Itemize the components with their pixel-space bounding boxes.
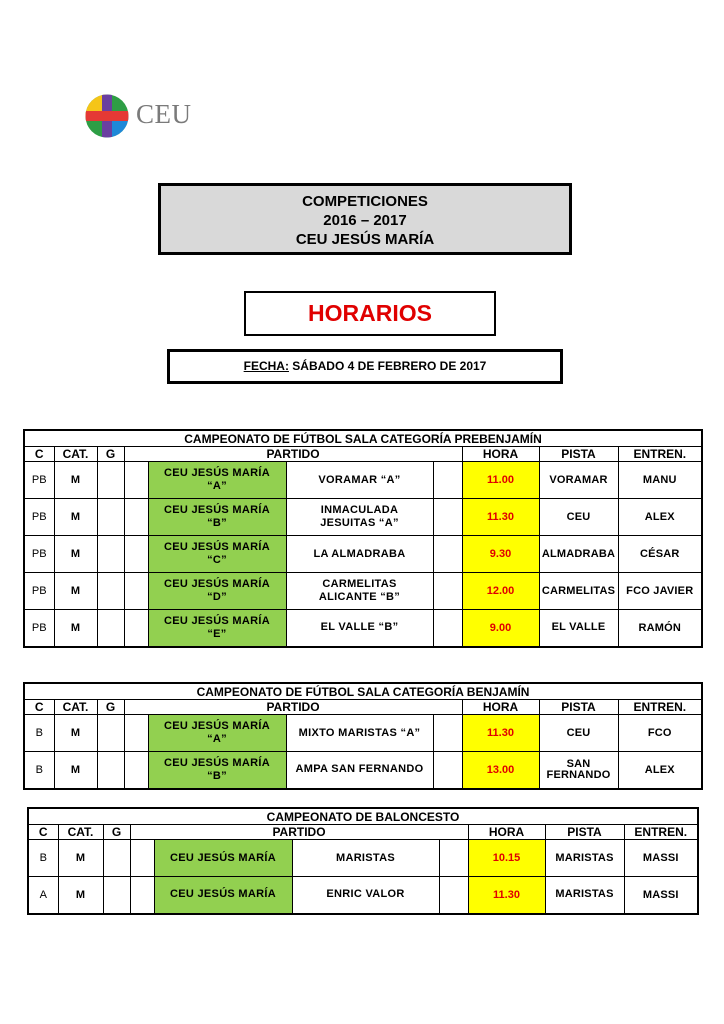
cell-blank [433, 610, 462, 647]
cell-blank [130, 877, 154, 914]
cell-c: PB [24, 536, 54, 573]
cell-team [148, 610, 286, 647]
header-hora: HORA [468, 825, 545, 840]
date-box [167, 349, 563, 384]
cell-cat: M [54, 462, 97, 499]
horarios-heading: HORARIOS [244, 291, 496, 336]
cell-pista [539, 752, 618, 789]
team-name: CEU JESÚS MARÍA [164, 614, 270, 627]
cell-hora: 11.30 [462, 715, 539, 752]
cell-entren: ALEX [618, 752, 702, 789]
cell-blank [433, 499, 462, 536]
pista-line-1: CARMELITAS [541, 584, 616, 597]
cell-hora: 10.15 [468, 840, 545, 877]
team-name: CEU JESÚS MARÍA [164, 578, 270, 590]
cell-entren: CÉSAR [618, 536, 702, 573]
cell-opponent [286, 462, 433, 499]
header-entren: ENTREN. [624, 825, 698, 840]
title-line-2: 2016 – 2017 [323, 212, 407, 229]
header-partido: PARTIDO [124, 700, 462, 715]
header-c: C [24, 700, 54, 715]
cell-blank [124, 610, 148, 647]
table-row [24, 610, 702, 647]
header-c: C [24, 447, 54, 462]
pista-line-1: MARISTAS [555, 888, 614, 901]
cell-g [103, 877, 130, 914]
cell-hora: 11.30 [468, 877, 545, 914]
header-pista: PISTA [539, 447, 618, 462]
table-row [24, 573, 702, 610]
cell-g [97, 610, 124, 647]
cell-blank [130, 840, 154, 877]
cell-pista [545, 877, 624, 914]
cell-g [97, 573, 124, 610]
schedule-table-prebenjamin [23, 429, 703, 648]
date-value: SÁBADO 4 DE FEBRERO DE 2017 [288, 359, 487, 373]
cell-team [148, 752, 286, 789]
opponent-line-2: ALICANTE “B” [318, 591, 401, 603]
team-letter: “A” [207, 733, 227, 745]
table-row [28, 877, 698, 914]
table-row [24, 752, 702, 789]
pista-line-1: EL VALLE [551, 621, 606, 634]
cell-hora: 11.00 [462, 462, 539, 499]
pista-line-1: ALMADRABA [541, 547, 616, 560]
cell-blank [124, 715, 148, 752]
cell-cat: M [54, 610, 97, 647]
cell-entren: FCO JAVIER [618, 573, 702, 610]
cell-entren: MASSI [624, 840, 698, 877]
team-name: CEU JESÚS MARÍA [164, 504, 270, 516]
cell-g [97, 462, 124, 499]
cell-pista [539, 536, 618, 573]
cell-c: B [24, 752, 54, 789]
header-partido: PARTIDO [130, 825, 468, 840]
cell-opponent [286, 610, 433, 647]
header-c: C [28, 825, 58, 840]
cell-hora: 9.30 [462, 536, 539, 573]
cell-g [97, 499, 124, 536]
cell-cat: M [54, 573, 97, 610]
pista-line-2: FERNANDO [546, 768, 611, 781]
team-name: CEU JESÚS MARÍA [170, 888, 276, 901]
cell-pista [545, 840, 624, 877]
header-cat: CAT. [54, 700, 97, 715]
opponent-line-2: JESUITAS “A” [320, 517, 399, 529]
pista-line-1: SAN [566, 757, 591, 770]
opponent-line-1: MARISTAS [335, 851, 396, 864]
opponent-line-1: AMPA SAN FERNANDO [295, 763, 424, 776]
header-g: G [97, 447, 124, 462]
title-line-1: COMPETICIONES [302, 193, 428, 210]
header-entren: ENTREN. [618, 447, 702, 462]
pista-line-1: VORAMAR [549, 473, 608, 486]
cell-entren: MASSI [624, 877, 698, 914]
cell-blank [124, 462, 148, 499]
title-line-3: CEU JESÚS MARÍA [295, 231, 435, 248]
team-letter: “E” [207, 627, 227, 640]
cell-hora: 12.00 [462, 573, 539, 610]
cell-pista [539, 499, 618, 536]
opponent-line-1: EL VALLE “B” [320, 621, 399, 634]
team-name: CEU JESÚS MARÍA [164, 720, 270, 732]
cell-blank [439, 840, 468, 877]
table-title: CAMPEONATO DE BALONCESTO [28, 808, 698, 825]
header-hora: HORA [462, 700, 539, 715]
table-row [24, 462, 702, 499]
team-letter: “C” [207, 554, 227, 566]
team-name: CEU JESÚS MARÍA [170, 851, 276, 864]
pista-line-1: CEU [566, 726, 591, 739]
header-partido: PARTIDO [124, 447, 462, 462]
cell-cat: M [54, 536, 97, 573]
cell-opponent [286, 499, 433, 536]
opponent-line-1: MIXTO MARISTAS “A” [298, 726, 421, 739]
header-cat: CAT. [58, 825, 103, 840]
table-title: CAMPEONATO DE FÚTBOL SALA CATEGORÍA PREBENJAMÍN [24, 430, 702, 447]
competition-title-box [158, 183, 572, 255]
cell-c: PB [24, 499, 54, 536]
cell-opponent [292, 840, 439, 877]
cell-c: PB [24, 610, 54, 647]
opponent-line-1: VORAMAR “A” [318, 473, 401, 486]
cell-hora: 9.00 [462, 610, 539, 647]
cell-g [97, 536, 124, 573]
opponent-line-1: INMACULADA [320, 504, 399, 516]
cell-team [148, 462, 286, 499]
cell-cat: M [54, 715, 97, 752]
team-name: CEU JESÚS MARÍA [164, 541, 270, 553]
pista-line-1: CEU [566, 510, 591, 523]
cell-entren: RAMÓN [618, 610, 702, 647]
cell-opponent [286, 752, 433, 789]
cell-blank [433, 462, 462, 499]
table-row [24, 536, 702, 573]
cell-opponent [292, 877, 439, 914]
cell-cat: M [58, 840, 103, 877]
cell-g [97, 715, 124, 752]
cell-team [148, 536, 286, 573]
opponent-line-1: CARMELITAS [322, 578, 397, 590]
team-name: CEU JESÚS MARÍA [164, 756, 270, 769]
cell-blank [124, 573, 148, 610]
cell-team [148, 573, 286, 610]
cell-cat: M [54, 499, 97, 536]
cell-entren: MANU [618, 462, 702, 499]
cell-team [154, 877, 292, 914]
cell-blank [124, 752, 148, 789]
date-label: FECHA: [243, 359, 289, 373]
team-letter: “D” [207, 591, 227, 603]
header-pista: PISTA [545, 825, 624, 840]
cell-c: A [28, 877, 58, 914]
cell-pista [539, 715, 618, 752]
cell-team [154, 840, 292, 877]
schedule-table-benjamin [23, 682, 703, 790]
schedule-table-baloncesto [27, 807, 699, 915]
header-g: G [97, 700, 124, 715]
cell-cat: M [54, 752, 97, 789]
cell-c: PB [24, 462, 54, 499]
team-name: CEU JESÚS MARÍA [164, 467, 270, 479]
table-title: CAMPEONATO DE FÚTBOL SALA CATEGORÍA BENJAMÍN [24, 683, 702, 700]
cell-c: PB [24, 573, 54, 610]
cell-blank [433, 752, 462, 789]
team-letter: “B” [207, 517, 227, 529]
logo-text: CEU [136, 99, 192, 129]
header-g: G [103, 825, 130, 840]
header-hora: HORA [462, 447, 539, 462]
cell-g [97, 752, 124, 789]
header-entren: ENTREN. [618, 700, 702, 715]
cell-blank [124, 536, 148, 573]
cell-blank [433, 715, 462, 752]
cell-entren: ALEX [618, 499, 702, 536]
pista-line-1: MARISTAS [555, 851, 614, 864]
cell-g [103, 840, 130, 877]
cell-team [148, 499, 286, 536]
table-row [24, 715, 702, 752]
cell-blank [433, 573, 462, 610]
cell-cat: M [58, 877, 103, 914]
team-letter: “B” [207, 769, 227, 782]
cell-hora: 11.30 [462, 499, 539, 536]
cell-blank [433, 536, 462, 573]
header-cat: CAT. [54, 447, 97, 462]
cell-blank [439, 877, 468, 914]
cell-pista [539, 462, 618, 499]
team-letter: “A” [207, 480, 227, 492]
ceu-logo [84, 93, 204, 139]
table-row [24, 499, 702, 536]
cell-pista [539, 610, 618, 647]
cell-c: B [28, 840, 58, 877]
ceu-emblem-icon [84, 93, 130, 139]
cell-opponent [286, 536, 433, 573]
header-pista: PISTA [539, 700, 618, 715]
table-row [28, 840, 698, 877]
opponent-line-1: ENRIC VALOR [326, 888, 405, 901]
cell-opponent [286, 715, 433, 752]
cell-hora: 13.00 [462, 752, 539, 789]
opponent-line-1: LA ALMADRABA [313, 547, 406, 560]
cell-opponent [286, 573, 433, 610]
cell-pista [539, 573, 618, 610]
cell-team [148, 715, 286, 752]
cell-entren: FCO [618, 715, 702, 752]
cell-c: B [24, 715, 54, 752]
cell-blank [124, 499, 148, 536]
